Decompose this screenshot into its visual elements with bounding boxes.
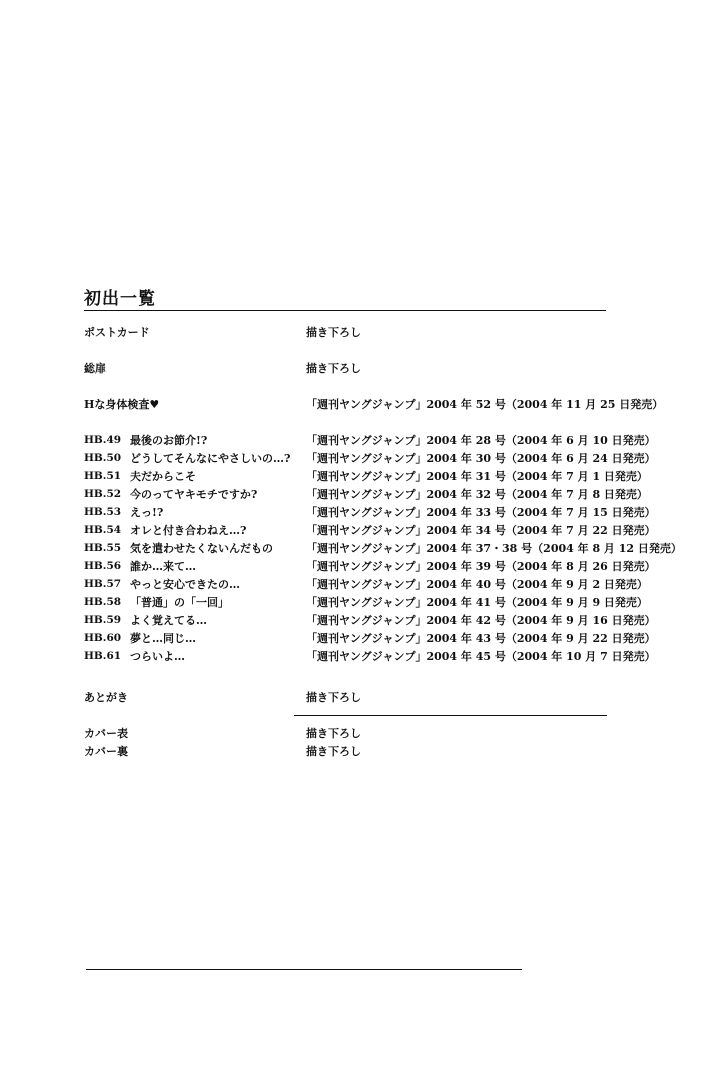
episode-code: HB.60 (84, 632, 122, 644)
episode-source: 「週刊ヤングジャンプ」2004 年 31 号（2004 年 7 月 1 日発売） (306, 470, 648, 483)
list-item (84, 324, 624, 341)
item-source: 「週刊ヤングジャンプ」2004 年 52 号（2004 年 11 月 25 日発売） (306, 398, 664, 411)
afterword-source: 描き下ろし (306, 691, 361, 704)
episode-code: HB.53 (84, 506, 122, 518)
episode-row (84, 504, 656, 521)
episode-title: やっと安心できたの… (130, 578, 240, 591)
item-source: 描き下ろし (306, 362, 361, 375)
episode-source: 「週刊ヤングジャンプ」2004 年 45 号（2004 年 10 月 7 日発売） (306, 650, 656, 663)
episode-title: 最後のお節介!? (130, 434, 208, 447)
episode-title: 誰か…来て… (130, 560, 196, 573)
episode-code: HB.57 (84, 578, 122, 590)
episode-row (84, 612, 656, 629)
bottom-divider (86, 969, 522, 970)
episode-source: 「週刊ヤングジャンプ」2004 年 43 号（2004 年 9 月 22 日発売） (306, 632, 656, 645)
episode-row (84, 468, 648, 485)
episode-title: 気を遣わせたくないんだもの (130, 542, 273, 555)
episode-code: HB.54 (84, 524, 122, 536)
episode-code: HB.52 (84, 488, 122, 500)
episode-row (84, 558, 656, 575)
cover-row (84, 725, 624, 742)
episode-row (84, 540, 682, 557)
episode-title: オレと付き合わねえ…? (130, 524, 247, 537)
episode-title: 夢と…同じ… (130, 632, 196, 645)
episode-title: 今のってヤキモチですか? (130, 488, 258, 501)
item-source: 描き下ろし (306, 326, 361, 339)
afterword-label: あとがき (84, 691, 128, 704)
episode-source: 「週刊ヤングジャンプ」2004 年 30 号（2004 年 6 月 24 日発売） (306, 452, 656, 465)
episode-title: よく覚えてる… (130, 614, 207, 627)
episode-code: HB.61 (84, 650, 122, 662)
afterword-row (84, 689, 624, 706)
episode-code: HB.51 (84, 470, 122, 482)
episode-code: HB.50 (84, 452, 122, 464)
episode-row (84, 522, 656, 539)
afterword-divider (294, 715, 607, 716)
episode-row (84, 576, 648, 593)
title-divider (84, 310, 606, 311)
page-title: 初出一覧 (84, 289, 156, 309)
episode-row (84, 630, 656, 647)
episode-title: 夫だからこそ (130, 470, 196, 483)
cover-source: 描き下ろし (306, 727, 361, 740)
episode-row (84, 450, 656, 467)
episode-row (84, 432, 656, 449)
episode-source: 「週刊ヤングジャンプ」2004 年 41 号（2004 年 9 月 9 日発売） (306, 596, 648, 609)
episode-row (84, 594, 648, 611)
list-item (84, 396, 664, 413)
episode-source: 「週刊ヤングジャンプ」2004 年 39 号（2004 年 8 月 26 日発売） (306, 560, 656, 573)
item-label: ポストカード (84, 326, 150, 339)
episode-title: えっ!? (130, 506, 164, 519)
episode-code: HB.56 (84, 560, 122, 572)
item-label: 総扉 (84, 362, 106, 375)
episode-source: 「週刊ヤングジャンプ」2004 年 42 号（2004 年 9 月 16 日発売） (306, 614, 656, 627)
episode-source: 「週刊ヤングジャンプ」2004 年 37・38 号（2004 年 8 月 12 日発売） (306, 542, 682, 555)
cover-source: 描き下ろし (306, 745, 361, 758)
episode-code: HB.49 (84, 434, 122, 446)
episode-source: 「週刊ヤングジャンプ」2004 年 33 号（2004 年 7 月 15 日発売） (306, 506, 656, 519)
episode-title: 「普通」の「一回」 (130, 596, 229, 609)
list-item (84, 360, 624, 377)
episode-code: HB.55 (84, 542, 122, 554)
episode-source: 「週刊ヤングジャンプ」2004 年 32 号（2004 年 7 月 8 日発売） (306, 488, 648, 501)
episode-title: どうしてそんなにやさしいの…? (130, 452, 291, 465)
episode-source: 「週刊ヤングジャンプ」2004 年 34 号（2004 年 7 月 22 日発売） (306, 524, 656, 537)
cover-label: カバー裏 (84, 745, 128, 758)
item-label: Hな身体検査♥ (84, 398, 160, 411)
cover-label: カバー表 (84, 727, 128, 740)
episode-code: HB.59 (84, 614, 122, 626)
cover-row (84, 743, 624, 760)
episode-row (84, 486, 648, 503)
episode-code: HB.58 (84, 596, 122, 608)
episode-source: 「週刊ヤングジャンプ」2004 年 28 号（2004 年 6 月 10 日発売） (306, 434, 656, 447)
episode-source: 「週刊ヤングジャンプ」2004 年 40 号（2004 年 9 月 2 日発売） (306, 578, 648, 591)
episode-row (84, 648, 656, 665)
episode-title: つらいよ… (130, 650, 185, 663)
